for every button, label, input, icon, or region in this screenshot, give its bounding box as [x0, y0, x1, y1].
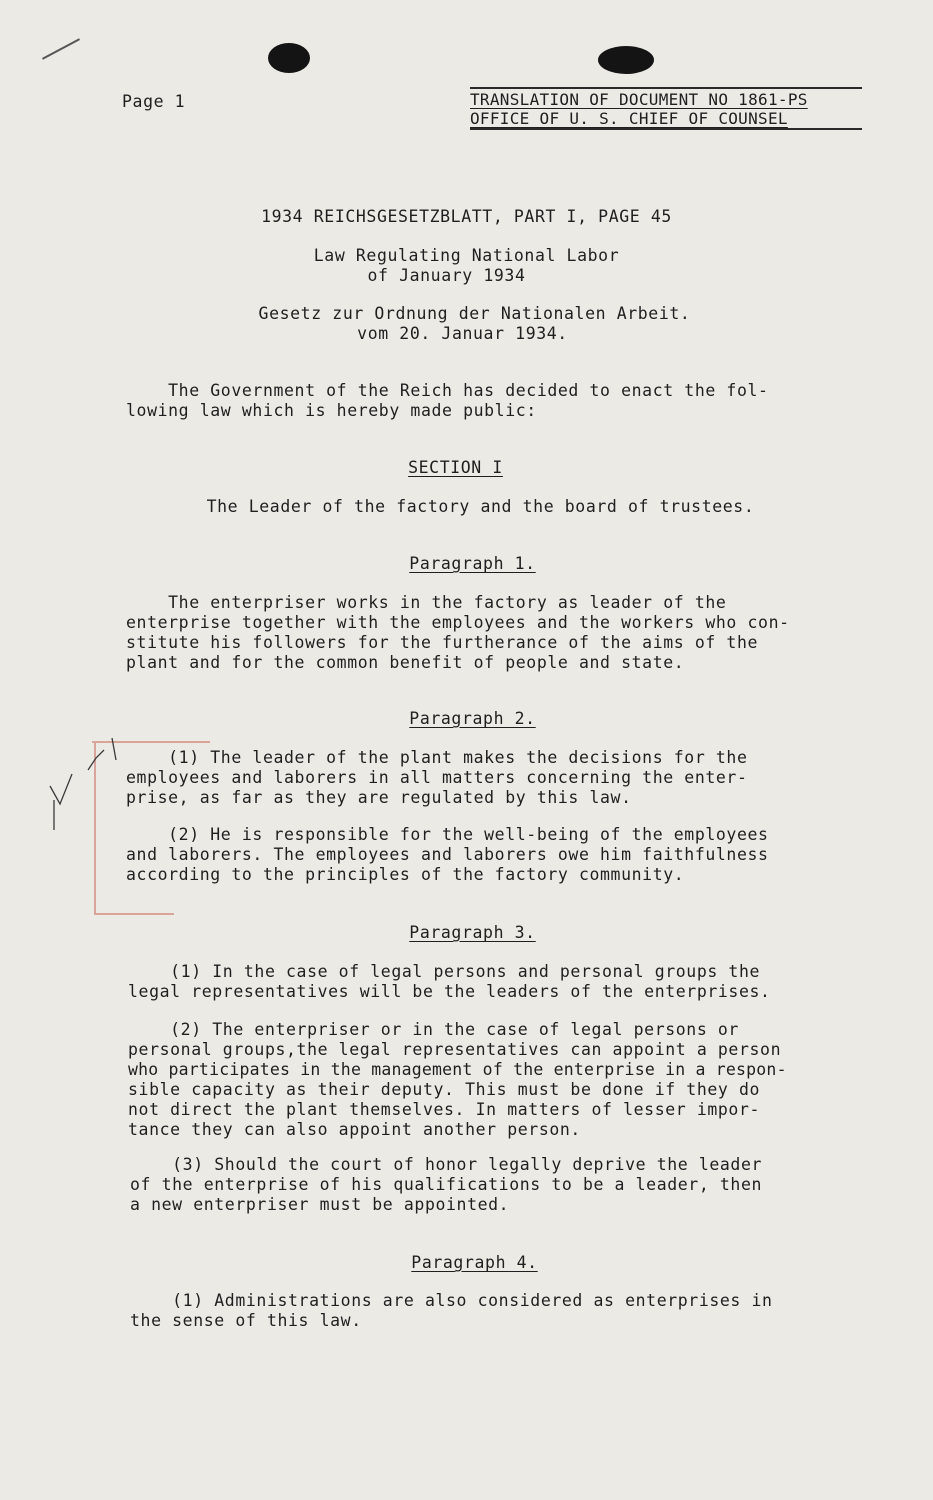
text-line: employees and laborers in all matters concerning the enter-: [126, 768, 748, 787]
german-title-1: Gesetz zur Ordnung der Nationalen Arbeit.: [258, 304, 691, 323]
section-heading: SECTION I: [408, 458, 503, 477]
text-line: according to the principles of the factory community.: [126, 865, 685, 884]
german-title-2: vom 20. Januar 1934.: [357, 324, 568, 343]
section-subtitle: The Leader of the factory and the board of trustees.: [206, 497, 755, 516]
paragraph-4-clause-1: [130, 1291, 773, 1331]
paragraph-3-clause-1: [128, 962, 771, 1002]
document-number: TRANSLATION OF DOCUMENT NO 1861-PS: [470, 90, 808, 109]
paragraph-1-heading: Paragraph 1.: [409, 554, 536, 573]
text-line: legal representatives will be the leaders of the enterprises.: [128, 982, 771, 1001]
paragraph-2-heading: Paragraph 2.: [409, 709, 536, 728]
text-line: plant and for the common benefit of people and state.: [126, 653, 685, 672]
text-line: The enterpriser works in the factory as leader of the: [126, 593, 727, 612]
english-title-1: Law Regulating National Labor: [313, 246, 620, 265]
text-line: (1) The leader of the plant makes the decisions for the: [126, 748, 748, 767]
paragraph-3-clause-3: [130, 1155, 762, 1215]
preamble-line-2: lowing law which is hereby made public:: [126, 401, 537, 420]
page-label: Page 1: [122, 92, 186, 111]
text-line: not direct the plant themselves. In matters of lesser impor-: [128, 1100, 761, 1119]
text-line: who participates in the management of the enterprise in a respon-: [128, 1060, 787, 1079]
text-line: enterprise together with the employees and the workers who con-: [126, 613, 790, 632]
text-line: the sense of this law.: [130, 1311, 362, 1330]
text-line: of the enterprise of his qualifications to be a leader, then: [130, 1175, 763, 1194]
text-line: prise, as far as they are regulated by this law.: [126, 788, 632, 807]
punch-hole-left: [268, 43, 310, 73]
header-rule-top: [470, 87, 862, 89]
text-line: (2) The enterpriser or in the case of legal persons or: [128, 1020, 739, 1039]
paragraph-3-heading: Paragraph 3.: [409, 923, 536, 942]
header-rule-bottom: [470, 128, 862, 130]
paragraph-4-heading: Paragraph 4.: [411, 1253, 538, 1272]
red-bracket-bottom: [94, 913, 174, 915]
text-line: (1) In the case of legal persons and personal groups the: [128, 962, 761, 981]
office-line: OFFICE OF U. S. CHIEF OF COUNSEL: [470, 109, 788, 128]
text-line: a new enterpriser must be appointed.: [130, 1195, 510, 1214]
paragraph-1-body: [126, 593, 790, 673]
text-line: and laborers. The employees and laborers owe him faithfulness: [126, 845, 769, 864]
text-line: personal groups,the legal representatives can appoint a person: [128, 1040, 782, 1059]
text-line: stitute his followers for the furtherance of the aims of the: [126, 633, 759, 652]
english-title-2: of January 1934: [367, 266, 526, 285]
text-line: (1) Administrations are also considered as enterprises in: [130, 1291, 773, 1310]
punch-hole-right: [598, 46, 654, 74]
pencil-checkmark: [48, 730, 128, 835]
text-line: (3) Should the court of honor legally deprive the leader: [130, 1155, 763, 1174]
text-line: (2) He is responsible for the well-being of the employees: [126, 825, 769, 844]
paragraph-2-clause-2: [126, 825, 769, 885]
text-line: tance they can also appoint another person.: [128, 1120, 581, 1139]
paragraph-2-clause-1: [126, 748, 748, 808]
preamble-line-1: The Government of the Reich has decided to enact the fol-: [126, 381, 769, 400]
text-line: sible capacity as their deputy. This must be done if they do: [128, 1080, 761, 1099]
paragraph-3-clause-2: [128, 1020, 787, 1140]
source-title: 1934 REICHSGESETZBLATT, PART I, PAGE 45: [261, 207, 672, 226]
pencil-stroke: [42, 38, 80, 59]
